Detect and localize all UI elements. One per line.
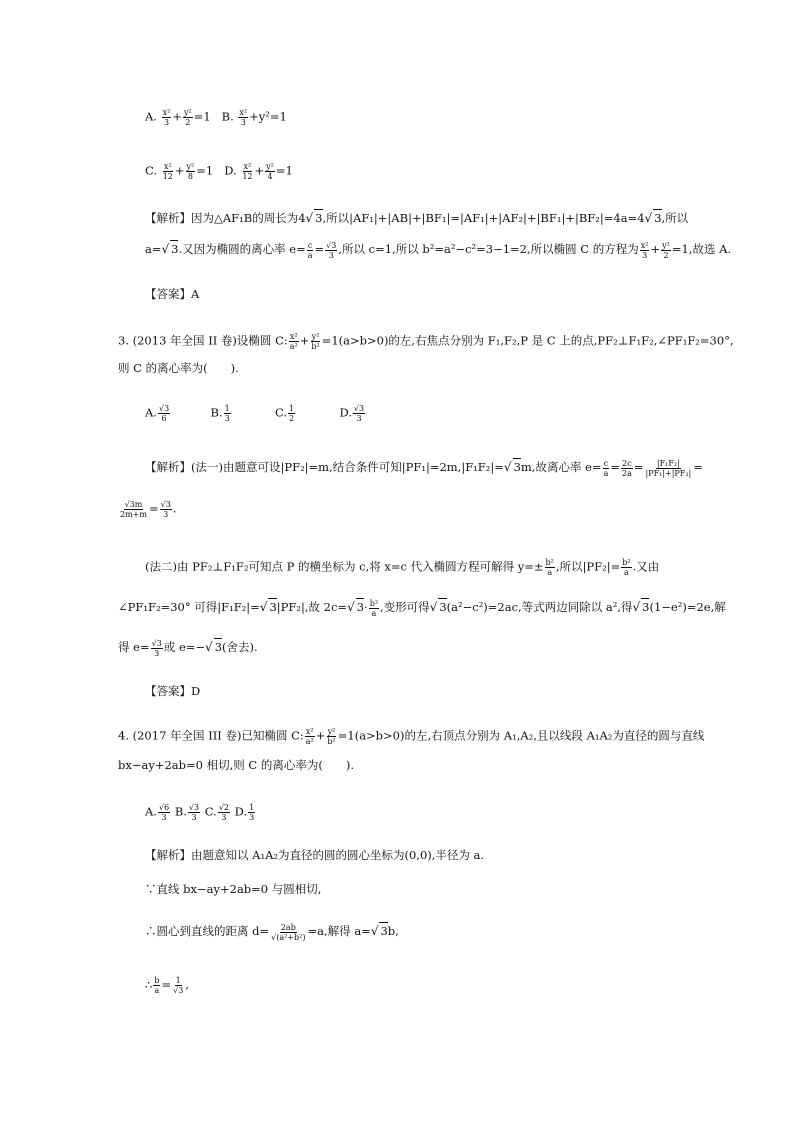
q2-option-c-frac1: $\frac{\text{x²}}{12}$ [162, 162, 173, 181]
q2-option-b-label: B. [221, 109, 234, 124]
frac-b2-a: $\frac{\text{b²}}{a}$ [545, 558, 554, 577]
q4-analysis-tag: 【解析】 [145, 848, 191, 862]
q2-option-d-label: D. [224, 163, 237, 178]
q3-answer: 【答案】D [145, 684, 201, 698]
q4-stem-line2: bx−ay+2ab=0 相切,则 C 的离心率为( ). [118, 758, 355, 772]
q2-options-row1: A. $\frac{\text{x²}}{3}$ + $\frac{\text{y²}}{2}$ =1 B. $\frac{\text{x²}}{3}$ +y²=1 [145, 108, 287, 127]
frac-b2-a: $\frac{\text{b²}}{a}$ [622, 558, 631, 577]
q3-analysis-line1: 【解析】(法一)由题意可设|PF₂|=m,结合条件可知|PF₁|=2m,|F₁F₂|=√ 3m,故离心率 e= $\frac{c}{a}$ = $\frac{2c}{2a}$ = $\frac{\text{|F₁F₂|}}{\text{|PF₁|+|PF₂|}}$ = [145, 458, 703, 478]
sqrt-symbol: 3 [356, 600, 365, 614]
q3-option-b-frac: $\frac{1}{3}$ [224, 404, 230, 423]
frac-x2-a2: $\frac{\text{x²}}{\text{a²}}$ [305, 727, 314, 746]
q2-option-c-frac2: $\frac{\text{y²}}{8}$ [186, 162, 195, 181]
q2-analysis-line2: a=√ 3.又因为椭圆的离心率 e= $\frac{c}{a}$ = $\frac{√3}{3}$ ,所以 c=1,所以 b²=a²−c²=3−1=2,所以椭圆 C 的方程为 $\frac{\text{x²}}{3}$ + $\frac{\text{y²}}{2}$ =1,故选 A. [145, 240, 732, 260]
q2-analysis-tag: 【解析】 [145, 211, 191, 225]
q3-option-d-frac: $\frac{√3}{3}$ [353, 404, 365, 423]
radical-sign: √ [503, 460, 512, 474]
sqrt-symbol: 3 [269, 600, 277, 614]
frac-root3-3: $\frac{√3}{3}$ [326, 240, 337, 260]
q2-option-c-label: C. [145, 163, 158, 178]
frac-f1f2-sum: $\frac{\text{|F₁F₂|}}{\text{|PF₁|+|PF₂|}}$ [645, 458, 692, 478]
q4-option-d-frac: $\frac{1}{3}$ [249, 803, 255, 822]
q3-analysis-tag: 【解析】 [145, 460, 191, 474]
q2-option-d-frac1: $\frac{\text{x²}}{12}$ [242, 162, 253, 181]
frac-root3-3: $\frac{√3}{3}$ [151, 638, 162, 658]
frac-x2-a2: $\frac{\text{x²}}{\text{a²}}$ [289, 332, 298, 351]
q4-option-c-label: C. [204, 804, 217, 819]
q2-analysis-line1: 【解析】因为△AF₁B的周长为4√ 3,所以|AF₁|+|AB|+|BF₁|=|AF₁|+|AF₂|+|BF₁|+|BF₂|=4a=4√ 3,所以 [145, 211, 689, 225]
q3-option-a-frac: $\frac{√3}{6}$ [158, 404, 170, 423]
q3-options [145, 404, 366, 423]
sqrt-symbol: 3 [642, 600, 650, 614]
q2-option-d-frac2: $\frac{\text{y²}}{4}$ [266, 162, 274, 181]
frac-x2-3: $\frac{\text{x²}}{3}$ [640, 240, 649, 260]
frac-c-a: $\frac{c}{a}$ [603, 458, 609, 478]
radical-sign: √ [429, 600, 438, 614]
q4-analysis-line3: ∴圆心到直线的距离 d= $\frac{2ab}{\text{√(a²+b²)}}$ =a,解得 a=√ 3b, [145, 922, 399, 942]
frac-2c-2a: $\frac{2c}{2a}$ [621, 458, 632, 478]
q4-options [145, 803, 256, 822]
radical-sign: √ [644, 211, 653, 225]
q2-option-a-frac2: $\frac{\text{y²}}{2}$ [183, 108, 192, 127]
radical-sign: √ [161, 242, 170, 256]
q4-option-b-label: B. [174, 804, 187, 819]
frac-1-root3: $\frac{1}{√3}$ [173, 976, 184, 995]
sqrt-symbol: 3 [654, 211, 662, 225]
q4-option-d-label: D. [234, 804, 248, 819]
sqrt-symbol: 3 [315, 211, 323, 225]
q3-analysis-line2: $\frac{√3m}{2m+m}$ = $\frac{√3}{3}$ . [120, 500, 177, 519]
radical-sign: √ [205, 640, 213, 654]
frac-root3-3: $\frac{√3}{3}$ [160, 500, 171, 519]
frac-y2-2: $\frac{\text{y²}}{2}$ [662, 240, 670, 260]
q3-stem-line2: 则 C 的离心率为( ). [118, 361, 239, 375]
q3-option-a-label: A. [145, 405, 157, 420]
q3-method2-line2: ∠PF₁F₂=30° 可得|F₁F₂|=√ 3|PF₂|,故 2c=√ 3· $\frac{\text{b²}}{a}$ ,变形可得√ 3(a²−c²)=2ac,等式两边同除以 a²,得√ 3(1−e²)=2e,解 [118, 598, 726, 618]
radical-sign: √ [370, 924, 379, 938]
radical-sign: √ [632, 600, 641, 614]
frac-c-a: $\frac{c}{a}$ [307, 240, 313, 260]
sqrt-symbol: 3 [214, 640, 223, 654]
q3-stem-line1: 3. (2013 年全国 II 卷)设椭圆 C: $\frac{\text{x²}}{\text{a²}}$ + $\frac{\text{y²}}{\text{b²}}$ =1(a>b>0)的左,右焦点分别为 F₁,F₂,P 是 C 上的点,PF₂⊥F₁F₂,∠PF₁F₂=30°, [118, 332, 734, 351]
q3-option-b-label: B. [210, 405, 223, 420]
frac-b2-a: $\frac{\text{b²}}{a}$ [369, 598, 379, 618]
frac-y2-b2: $\frac{\text{y²}}{\text{b²}}$ [311, 332, 320, 351]
q3-option-d-label: D. [339, 405, 352, 420]
radical-sign: √ [347, 600, 355, 614]
q4-option-a-frac: $\frac{√6}{3}$ [158, 803, 170, 822]
q2-option-a-label: A. [145, 109, 157, 124]
q2-options-row2: C. $\frac{\text{x²}}{12}$ + $\frac{\text{y²}}{8}$ =1 D. $\frac{\text{x²}}{12}$ + $\frac{\text{y²}}{4}$ =1 [145, 162, 293, 181]
sqrt-symbol: 3 [439, 600, 447, 614]
q3-method2-line1: (法二)由 PF₂⊥F₁F₂可知点 P 的横坐标为 c,将 x=c 代入椭圆方程可解得 y=± $\frac{\text{b²}}{a}$ ,所以|PF₂|= $\frac{\text{b²}}{a}$ .又由 [145, 558, 660, 577]
q2-answer: 【答案】A [145, 287, 200, 301]
q4-stem-line1: 4. (2017 年全国 III 卷)已知椭圆 C: $\frac{\text{x²}}{\text{a²}}$ + $\frac{\text{y²}}{\text{b²}}$ =1(a>b>0)的左,右顶点分别为 A₁,A₂,且以线段 A₁A₂为直径的圆与直线 [118, 727, 705, 746]
q4-analysis-line4: ∴ $\frac{b}{a}$ = $\frac{1}{√3}$ , [145, 976, 189, 995]
q4-analysis-line1: 【解析】由题意知以 A₁A₂为直径的圆的圆心坐标为(0,0),半径为 a. [145, 848, 485, 862]
q3-option-c-frac: $\frac{1}{2}$ [289, 404, 295, 423]
sqrt-symbol: 3 [513, 460, 521, 474]
q2-option-a-frac1: $\frac{\text{x²}}{3}$ [162, 108, 171, 127]
q4-analysis-line2: ∵直线 bx−ay+2ab=0 与圆相切, [145, 882, 322, 896]
frac-y2-b2: $\frac{\text{y²}}{\text{b²}}$ [327, 727, 336, 746]
sqrt-symbol: 3 [171, 242, 179, 256]
q4-option-a-label: A. [145, 804, 157, 819]
sqrt-symbol: 3 [380, 924, 388, 938]
frac-root3m: $\frac{√3m}{2m+m}$ [120, 500, 147, 519]
q4-option-b-frac: $\frac{√3}{3}$ [188, 803, 200, 822]
frac-b-a: $\frac{b}{a}$ [154, 976, 160, 995]
q3-method2-line3: 得 e= $\frac{√3}{3}$ 或 e=−√ 3(舍去). [118, 638, 258, 658]
radical-sign: √ [259, 600, 268, 614]
q2-option-b-frac: $\frac{\text{x²}}{3}$ [239, 108, 248, 127]
q3-option-c-label: C. [274, 405, 288, 420]
frac-2ab-root: $\frac{2ab}{\text{√(a²+b²)}}$ [271, 922, 306, 942]
q4-option-c-frac: $\frac{√2}{3}$ [218, 803, 229, 822]
radical-sign: √ [305, 211, 314, 225]
